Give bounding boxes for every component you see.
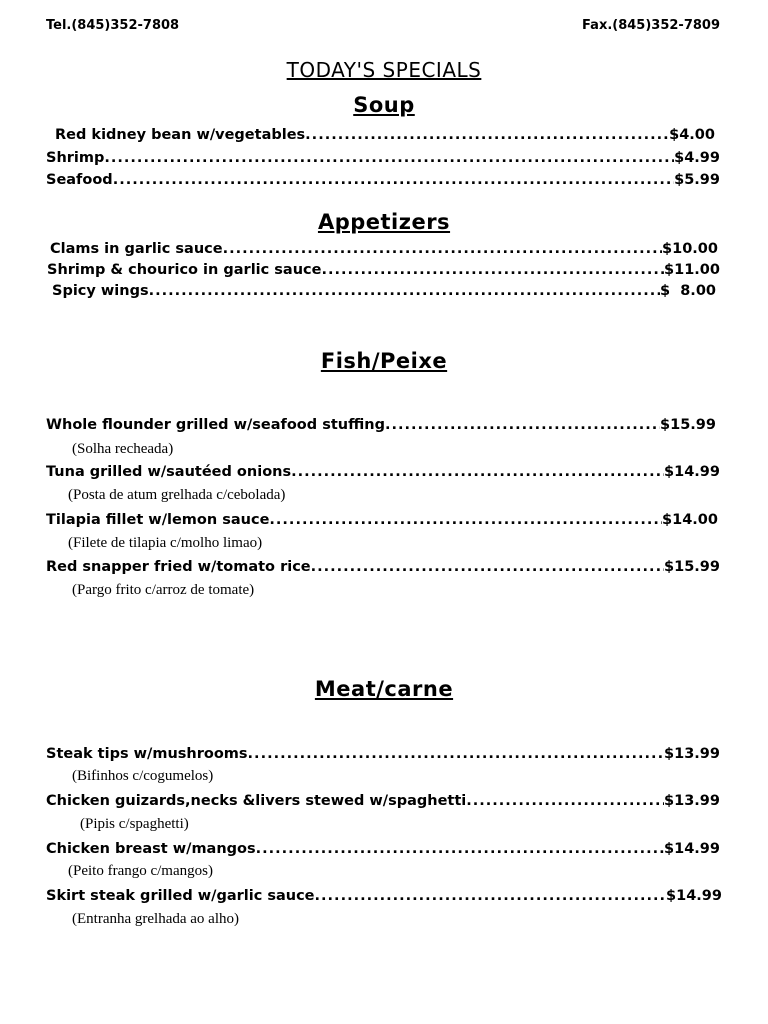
dot-leader [311,558,664,576]
menu-item-row [46,840,720,858]
menu-item-price: $15.99 [664,559,720,575]
menu-item-price: $13.99 [664,793,720,809]
menu-item-price: $14.99 [664,841,720,857]
dot-leader [291,463,664,481]
menu-item-translation: (Entranha grelhada ao alho) [72,911,239,927]
menu-item-price: $11.00 [664,262,720,278]
menu-item-name: Shrimp & chourico in garlic sauce [47,262,322,278]
menu-item-price: $4.99 [674,150,720,166]
dot-leader [385,416,660,434]
menu-item-price: $ 8.00 [660,283,716,299]
menu-item-row [47,261,720,279]
menu-item-name: Clams in garlic sauce [50,241,223,257]
menu-item-price: $14.99 [666,888,722,904]
menu-item-row [46,745,720,763]
menu-item-name: Chicken guizards,necks &livers stewed w/spaghetti [46,793,467,809]
menu-item-translation: (Pargo frito c/arroz de tomate) [72,582,255,598]
fax-number: Fax.(845)352-7809 [582,18,720,33]
dot-leader [149,282,660,300]
menu-item-price: $14.00 [662,512,718,528]
dot-leader [104,149,674,167]
menu-item-row [46,511,718,529]
menu-item-row [46,792,720,810]
section-heading-fish: Fish/Peixe [320,349,448,373]
dot-leader [269,511,662,529]
menu-item-row [52,282,716,300]
menu-item-price: $15.99 [660,417,716,433]
menu-item-translation: (Filete de tilapia c/molho limao) [68,535,263,551]
menu-item-translation: (Peito frango c/mangos) [68,863,213,879]
menu-item-name: Tuna grilled w/sautéed onions [46,464,292,480]
section-heading-soup: Soup [353,93,415,117]
menu-item-name: Chicken breast w/mangos [46,841,256,857]
menu-item-name: Steak tips w/mushrooms [46,746,248,762]
dot-leader [466,792,664,810]
menu-item-row [46,558,720,576]
menu-item-name: Spicy wings [52,283,149,299]
menu-item-row [46,149,720,167]
menu-item-row [46,887,722,905]
menu-item-name: Shrimp [46,150,105,166]
menu-item-price: $14.99 [664,464,720,480]
dot-leader [113,171,674,189]
menu-item-name: Skirt steak grilled w/garlic sauce [46,888,315,904]
page-title: TODAY'S SPECIALS [286,58,482,82]
menu-item-row [46,463,720,481]
menu-item-price: $5.99 [674,172,720,188]
dot-leader [256,840,664,858]
menu-item-name: Red snapper fried w/tomato rice [46,559,311,575]
menu-item-name: Seafood [46,172,113,188]
dot-leader [223,240,662,258]
menu-item-price: $10.00 [662,241,718,257]
phone-number: Tel.(845)352-7808 [46,18,180,33]
menu-item-translation: (Posta de atum grelhada c/cebolada) [68,487,286,503]
menu-item-name: Red kidney bean w/vegetables [55,127,306,143]
menu-item-translation: (Bifinhos c/cogumelos) [72,768,214,784]
menu-item-translation: (Pipis c/spaghetti) [80,816,189,832]
dot-leader [248,745,664,763]
menu-item-row [55,126,715,144]
menu-item-price: $4.00 [669,127,715,143]
menu-item-row [46,171,720,189]
dot-leader [315,887,667,905]
menu-item-price: $13.99 [664,746,720,762]
menu-item-name: Tilapia fillet w/lemon sauce [46,512,270,528]
section-heading-appetizers: Appetizers [317,210,451,234]
menu-item-name: Whole flounder grilled w/seafood stuffing [46,417,385,433]
menu-item-row [50,240,718,258]
menu-item-translation: (Solha recheada) [72,441,174,457]
dot-leader [321,261,664,279]
menu-item-row [46,416,716,434]
dot-leader [305,126,669,144]
section-heading-meat: Meat/carne [314,677,454,701]
